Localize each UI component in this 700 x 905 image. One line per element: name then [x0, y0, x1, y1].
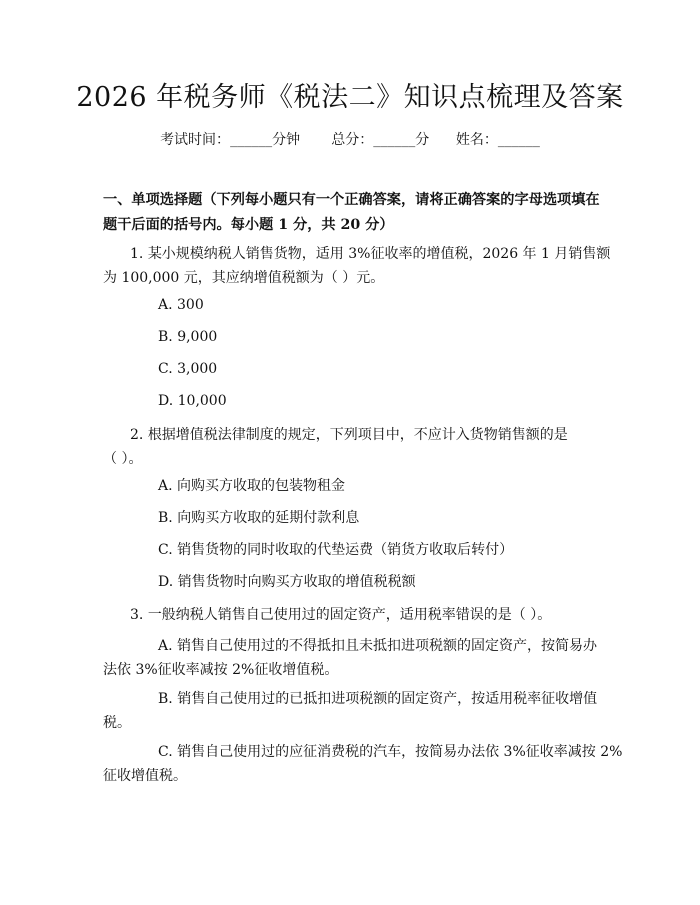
- section-heading-line: 题干后面的括号内。每小题 1 分，共 20 分）: [103, 217, 394, 233]
- question-3-option-c-line: 征收增值税。: [103, 768, 187, 784]
- question-3-option-b-line: B. 销售自己使用过的已抵扣进项税额的固定资产，按适用税率征收增值: [158, 691, 598, 707]
- question-3-option-b-line: 税。: [103, 715, 131, 731]
- name-blank: ______: [497, 132, 540, 148]
- question-3-stem-line: 3. 一般纳税人销售自己使用过的固定资产，适用税率错误的是（ ）。: [130, 607, 552, 623]
- question-number: 1.: [130, 246, 144, 262]
- question-2-option-b: B. 向购买方收取的延期付款利息: [158, 510, 360, 526]
- question-1-stem-line: 1. 某小规模纳税人销售货物，适用 3%征收率的增值税，2026 年 1 月销售额: [130, 246, 611, 262]
- question-2-stem-line: （ ）。: [103, 451, 143, 467]
- section-heading-line: 一、单项选择题（下列每小题只有一个正确答案，请将正确答案的字母选项填在: [103, 192, 600, 208]
- question-number: 2.: [130, 427, 144, 443]
- question-2-stem-line: 2. 根据增值税法律制度的规定，下列项目中，不应计入货物销售额的是: [130, 427, 568, 443]
- question-2-option-d: D. 销售货物时向购买方收取的增值税税额: [158, 574, 416, 590]
- question-number: 3.: [130, 607, 144, 623]
- question-3-option-a-line: 法依 3%征收率减按 2%征收增值税。: [103, 662, 339, 678]
- question-1-option-a: A. 300: [158, 297, 204, 313]
- name-label: 姓名：: [455, 132, 498, 148]
- document-title: 2026 年税务师《税法二》知识点梳理及答案: [76, 82, 624, 113]
- exam-time-blank: ______: [230, 132, 273, 148]
- question-1-option-d: D. 10,000: [158, 393, 227, 409]
- question-1-option-c: C. 3,000: [158, 361, 218, 377]
- exam-time-label: 考试时间：: [160, 132, 231, 148]
- question-2-option-c: C. 销售货物的同时收取的代垫运费（销货方收取后转付）: [158, 542, 514, 558]
- question-2-option-a: A. 向购买方收取的包装物租金: [158, 478, 346, 494]
- question-1-stem-line: 为 100,000 元，其应纳增值税额为（ ）元。: [103, 270, 385, 286]
- question-1-option-b: B. 9,000: [158, 329, 218, 345]
- exam-info-line: [0, 130, 700, 150]
- question-3-option-c-line: C. 销售自己使用过的应征消费税的汽车，按简易办法依 3%征收率减按 2%: [158, 744, 623, 760]
- total-score-blank: ______: [373, 132, 416, 148]
- question-3-option-a-line: A. 销售自己使用过的不得抵扣且未抵扣进项税额的固定资产，按简易办: [158, 638, 598, 654]
- total-score-label: 总分：: [331, 132, 374, 148]
- exam-time-unit: 分钟: [272, 132, 301, 148]
- total-score-unit: 分: [415, 132, 430, 148]
- section-heading: [103, 188, 603, 238]
